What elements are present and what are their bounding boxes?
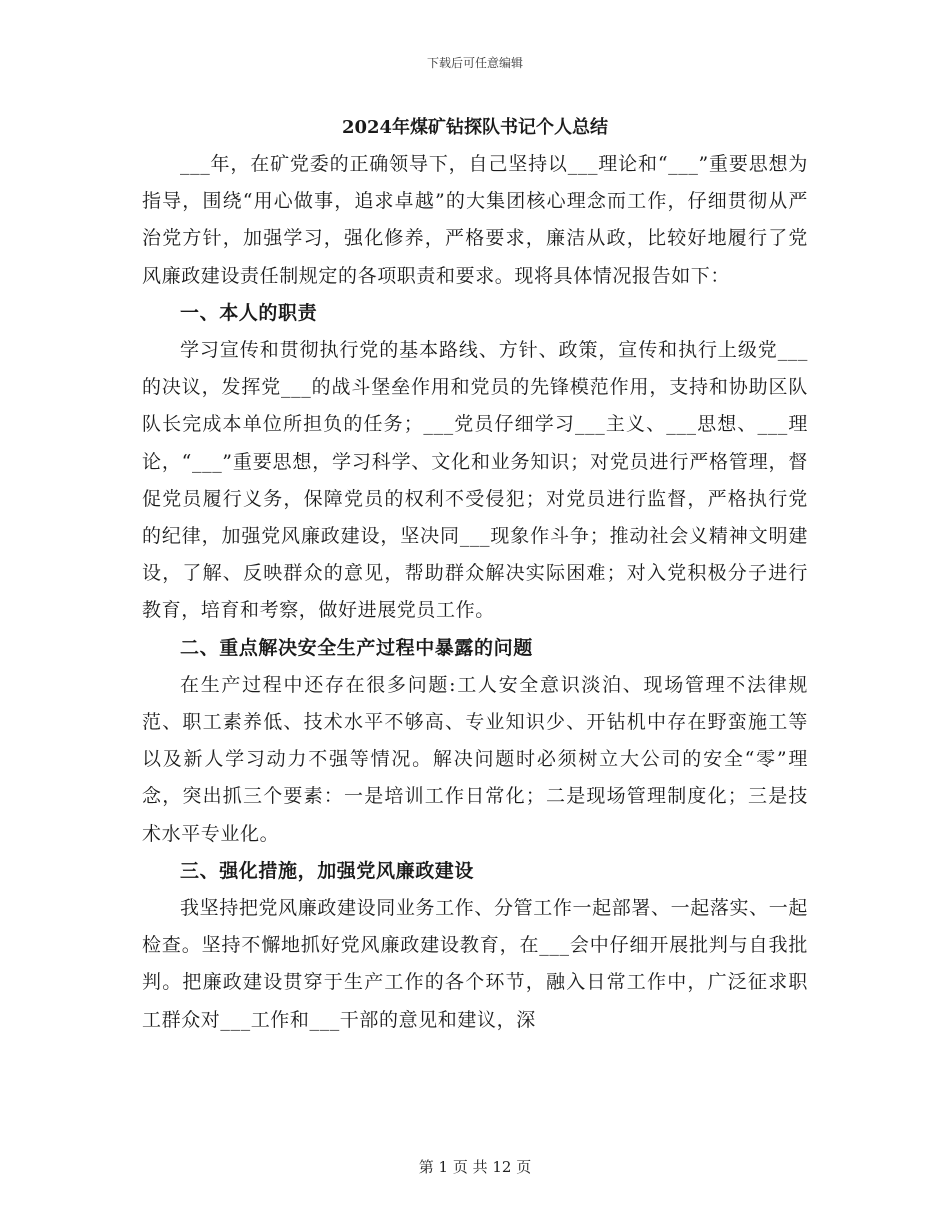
page-header-note: 下载后可任意编辑 [426,56,523,70]
section-body-2: 在生产过程中还存在很多问题:工人安全意识淡泊、现场管理不法律规范、职工素养低、技术水平不够高、专业知识少、开钻机中存在野蛮施工等以及新人学习动力不强等情况。解决问题时必须树立大公司的安全“零”理念，突出抓三个要素：一是培训工作日常化；二是现场管理制度化；三是技术水平专业化。 [142,673,808,845]
section-heading-3: 三、强化措施，加强党风廉政建设 [180,859,475,882]
section-heading-1: 一、本人的职责 [180,301,318,324]
section-body-3: 我坚持把党风廉政建设同业务工作、分管工作一起部署、一起落实、一起检查。坚持不懈地抓好党风廉政建设教育，在___会中仔细开展批判与自我批判。把廉政建设贯穿于生产工作的各个环节，融入日常工作中，广泛征求职工群众对___工作和___干部的意见和建议，深 [142,897,808,1031]
page-number: 第 1 页 共 12 页 [418,1158,532,1176]
section-body-1: 学习宣传和贯彻执行党的基本路线、方针、政策，宣传和执行上级党___的决议，发挥党___的战斗堡垒作用和党员的先锋模范作用，支持和协助区队队长完成本单位所担负的任务；___党员仔细学习___主义、___思想、___理论，“___”重要思想，学习科学、文化和业务知识；对党员进行严格管理，督促党员履行义务，保障党员的权利不受侵犯；对党员进行监督，严格执行党的纪律，加强党风廉政建设，坚决同___现象作斗争；推动社会义精神文明建设，了解、反映群众的意见，帮助群众解决实际困难；对入党积极分子进行教育，培育和考察，做好进展党员工作。 [142,339,808,622]
intro-paragraph: ___年，在矿党委的正确领导下，自己坚持以___理论和“___”重要思想为指导，围绕“用心做事，追求卓越”的大集团核心理念而工作，仔细贯彻从严治党方针，加强学习，强化修养，严格要求，廉洁从政，比较好地履行了党风廉政建设责任制规定的各项职责和要求。现将具体情况报告如下： [142,153,808,287]
document-body [142,112,808,1039]
section-heading-2: 二、重点解决安全生产过程中暴露的问题 [180,636,533,659]
document-title: 2024年煤矿钻探队书记个人总结 [341,117,609,138]
